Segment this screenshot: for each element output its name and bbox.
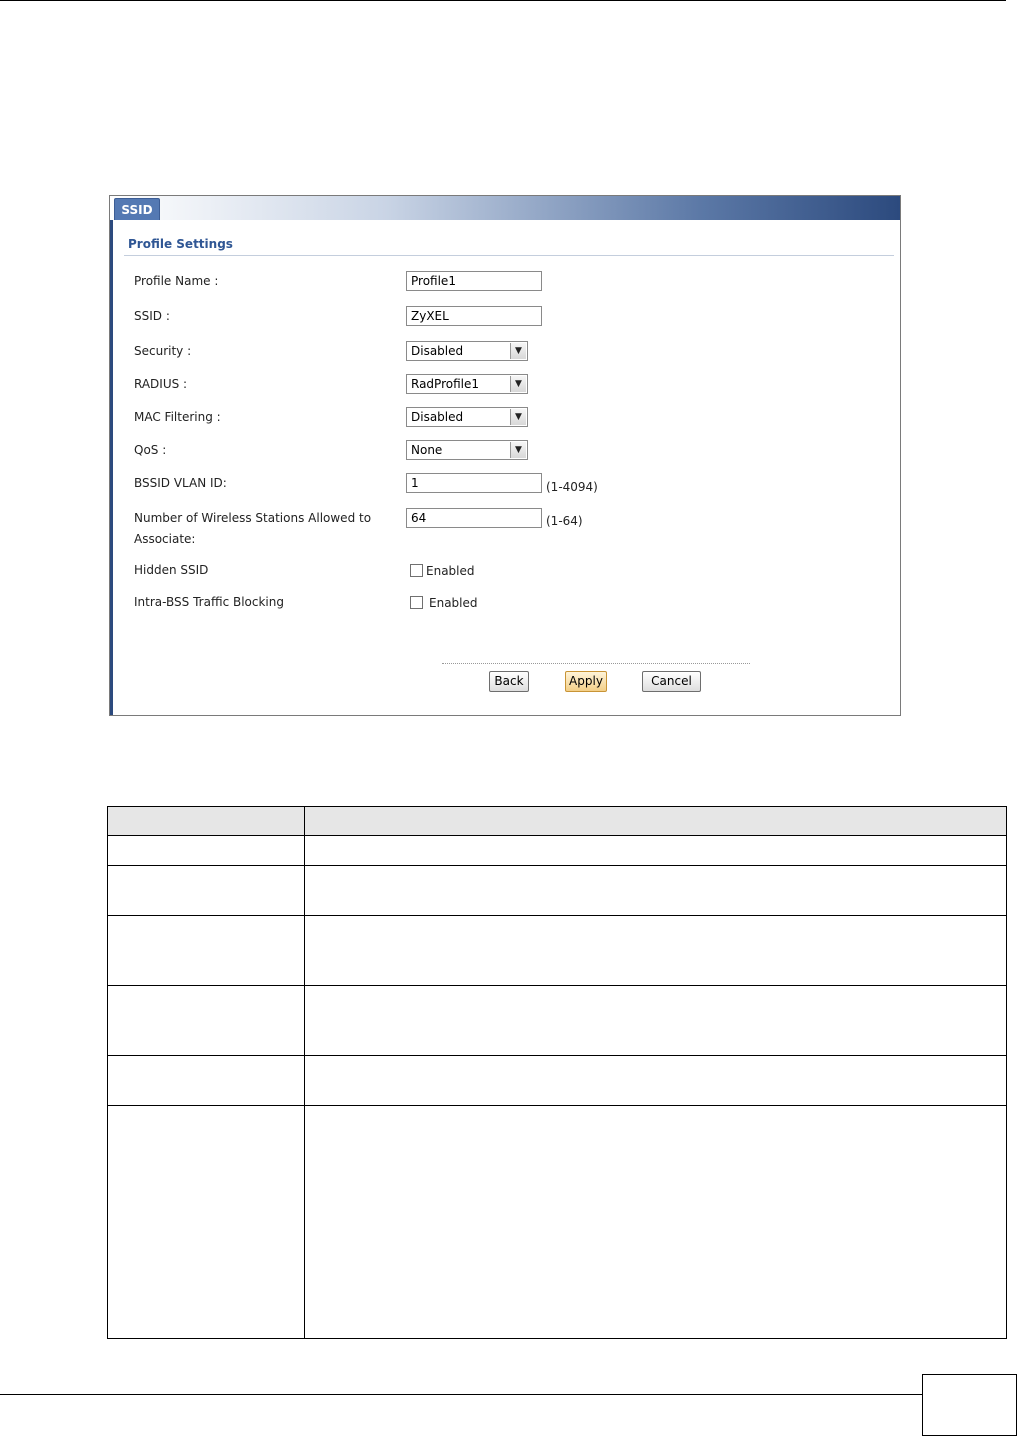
stations-allowed-label-line2: Associate: (134, 532, 196, 546)
table-cell (108, 916, 305, 986)
radius-select[interactable] (406, 374, 528, 394)
description-table (107, 806, 1007, 1339)
chevron-down-icon[interactable]: ▼ (510, 343, 526, 359)
mac-filtering-label: MAC Filtering : (134, 410, 221, 424)
table-cell (305, 866, 1007, 916)
panel-left-strip (110, 220, 113, 715)
chevron-down-icon[interactable]: ▼ (510, 442, 526, 458)
table-row (108, 1106, 1007, 1339)
tab-ssid[interactable]: SSID (114, 198, 160, 220)
radius-label: RADIUS : (134, 377, 188, 391)
bssid-vlan-id-input[interactable]: 1 (406, 473, 542, 493)
button-divider (442, 663, 750, 664)
section-divider (124, 255, 894, 256)
table-cell (108, 836, 305, 866)
stations-allowed-input[interactable]: 64 (406, 508, 542, 528)
table-row (108, 986, 1007, 1056)
security-value: Disabled (411, 344, 464, 358)
mac-filtering-select[interactable] (406, 407, 528, 427)
back-button[interactable]: Back (489, 671, 529, 692)
bssid-vlan-id-range: (1-4094) (546, 480, 598, 494)
table-cell (108, 866, 305, 916)
profile-name-input[interactable]: Profile1 (406, 271, 542, 291)
section-title: Profile Settings (128, 237, 233, 251)
ssid-input[interactable]: ZyXEL (406, 306, 542, 326)
table-row (108, 916, 1007, 986)
stations-allowed-label-line1: Number of Wireless Stations Allowed to (134, 511, 372, 525)
intra-bss-label: Intra-BSS Traffic Blocking (134, 595, 284, 609)
radius-value: RadProfile1 (411, 377, 479, 391)
hidden-ssid-enabled-label: Enabled (426, 564, 475, 578)
mac-filtering-value: Disabled (411, 410, 464, 424)
table-cell (305, 1106, 1007, 1339)
intra-bss-checkbox[interactable] (410, 596, 423, 609)
table-cell (305, 986, 1007, 1056)
qos-value: None (411, 443, 443, 457)
security-select[interactable] (406, 341, 528, 361)
bssid-vlan-id-label: BSSID VLAN ID: (134, 476, 227, 490)
qos-label: QoS : (134, 443, 167, 457)
page-bottom-rule (0, 1394, 922, 1395)
table-cell (305, 836, 1007, 866)
table-cell (108, 1106, 305, 1339)
table-cell (305, 1056, 1007, 1106)
ssid-label: SSID : (134, 309, 170, 323)
profile-name-label: Profile Name : (134, 274, 219, 288)
hidden-ssid-label: Hidden SSID (134, 563, 209, 577)
hidden-ssid-checkbox[interactable] (410, 564, 423, 577)
cancel-button[interactable]: Cancel (642, 671, 701, 692)
chevron-down-icon[interactable]: ▼ (510, 409, 526, 425)
apply-button[interactable]: Apply (565, 671, 607, 692)
table-header-row (108, 807, 1007, 836)
table-row (108, 866, 1007, 916)
page-number-box (922, 1374, 1017, 1436)
security-label: Security : (134, 344, 192, 358)
intra-bss-enabled-label: Enabled (429, 596, 478, 610)
table-row (108, 1056, 1007, 1106)
stations-allowed-range: (1-64) (546, 514, 583, 528)
table-header-cell (108, 807, 305, 836)
table-cell (305, 916, 1007, 986)
table-cell (108, 986, 305, 1056)
table-header-cell (305, 807, 1007, 836)
page-top-rule (0, 0, 1006, 1)
table-cell (108, 1056, 305, 1106)
tab-bar (110, 196, 900, 220)
chevron-down-icon[interactable]: ▼ (510, 376, 526, 392)
qos-select[interactable] (406, 440, 528, 460)
ssid-profile-panel (109, 195, 901, 716)
table-row (108, 836, 1007, 866)
